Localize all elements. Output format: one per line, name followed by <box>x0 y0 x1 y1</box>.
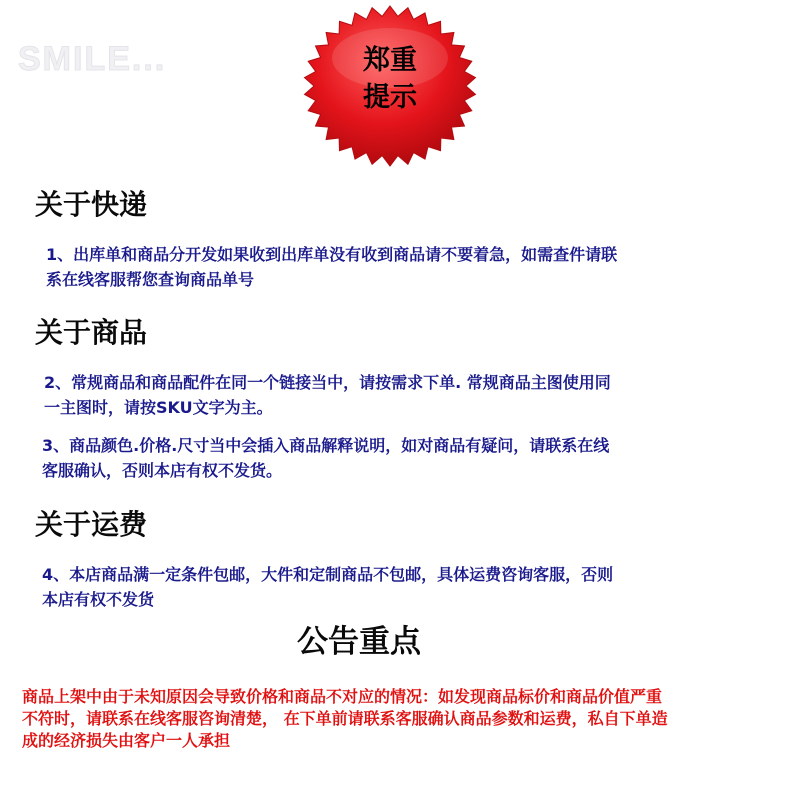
paragraph-line: 本店有权不发货 <box>42 590 155 609</box>
notice-line: 成的经济损失由客户一人承担 <box>22 731 231 750</box>
paragraph-shipping-fee <box>42 562 782 612</box>
paragraph-line: 一主图时，请按SKU文字为主。 <box>44 398 273 417</box>
notice-line: 不符时，请联系在线客服咨询清楚， 在下单前请联系客服确认商品参数和运费，私自下单造 <box>22 709 668 728</box>
paragraph-products-1 <box>44 370 784 420</box>
section-heading-shipping-fee: 关于运费 <box>35 508 148 541</box>
important-notice-badge <box>290 0 475 175</box>
paragraph-products-2 <box>42 433 782 483</box>
badge-line-2: 提示 <box>363 82 417 113</box>
paragraph-shipping <box>46 242 786 292</box>
notice-text <box>22 686 794 752</box>
section-heading-shipping: 关于快递 <box>35 188 148 221</box>
paragraph-line: 客服确认，否则本店有权不发货。 <box>42 461 283 480</box>
section-heading-products: 关于商品 <box>35 316 148 349</box>
paragraph-line: 系在线客服帮您查询商品单号 <box>46 270 255 289</box>
paragraph-line: 4、本店商品满一定条件包邮，大件和定制商品不包邮，具体运费咨询客服，否则 <box>42 565 614 584</box>
paragraph-line: 1、出库单和商品分开发如果收到出库单没有收到商品请不要着急，如需查件请联 <box>46 245 618 264</box>
notice-line: 商品上架中由于未知原因会导致价格和商品不对应的情况：如发现商品标价和商品价值严重 <box>22 687 663 706</box>
paragraph-line: 3、商品颜色.价格.尺寸当中会插入商品解释说明，如对商品有疑问，请联系在线 <box>42 436 610 455</box>
paragraph-line: 2、常规商品和商品配件在同一个链接当中，请按需求下单. 常规商品主图使用同 <box>44 373 611 392</box>
notice-title: 公告重点 <box>297 624 421 660</box>
badge-line-1: 郑重 <box>363 45 417 76</box>
watermark-logo: SMILE... <box>18 40 167 78</box>
